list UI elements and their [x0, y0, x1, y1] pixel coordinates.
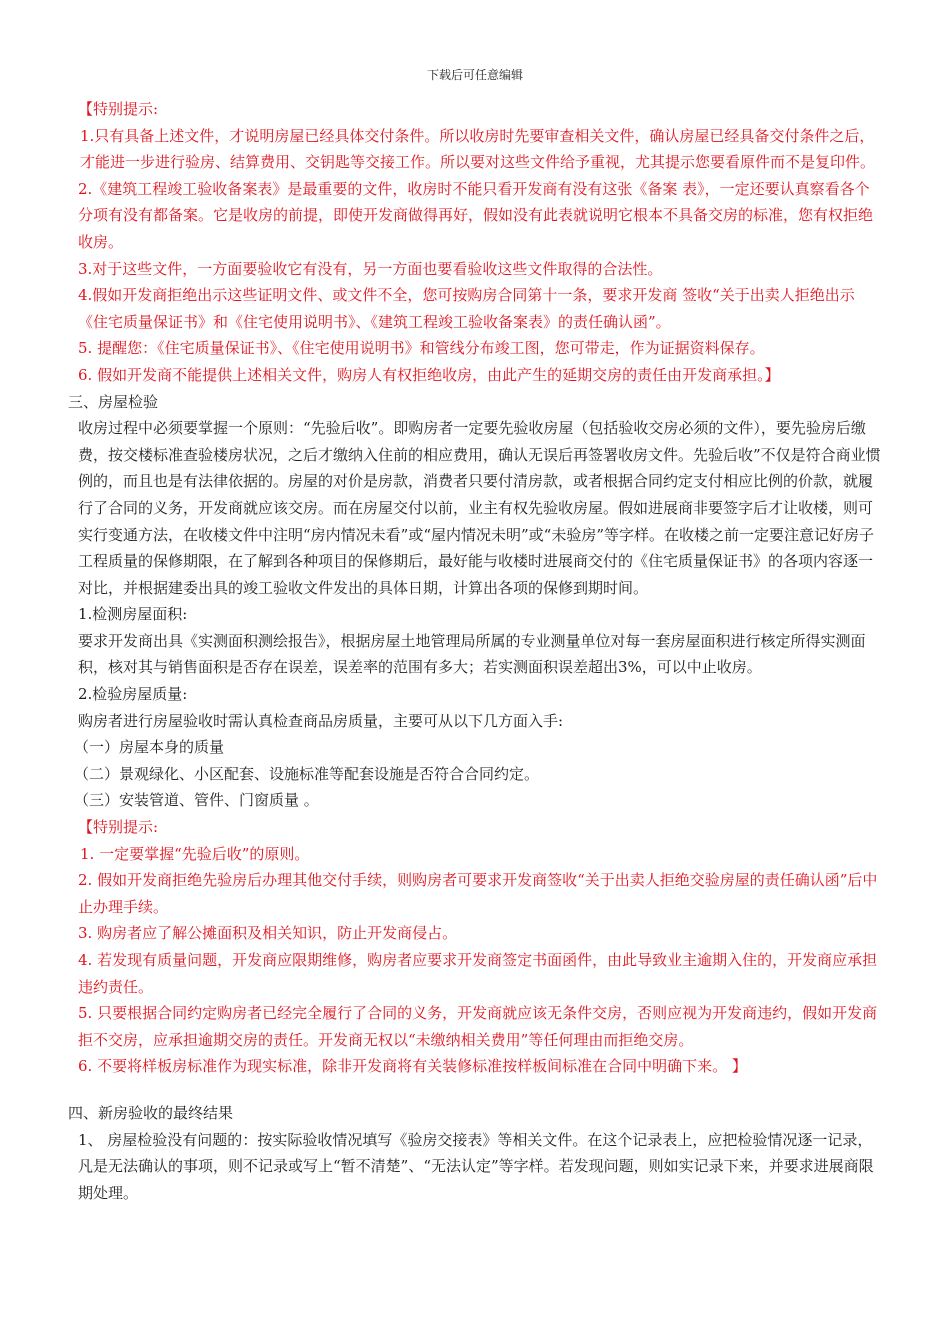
section-3-title: 三、房屋检验: [68, 392, 159, 411]
special-tip-2-item: 2. 假如开发商拒绝先验房后办理其他交付手续，则购房者可要求开发商签收“关于出卖人拒绝交验房屋的责任确认函”后中止办理手续。: [78, 871, 878, 916]
special-tip-2-item: 1. 一定要掌握“先验后收”的原则。: [80, 844, 310, 863]
special-tip-2-item: 4. 若发现有质量问题，开发商应限期维修，购房者应要求开发商签定书面函件，由此导致业主逾期入住的，开发商应承担违约责任。: [78, 951, 878, 996]
area-check-text: 要求开发商出具《实测面积测绘报告》，根据房屋土地管理局所属的专业测量单位对每一套房屋面积进行核定所得实测面积，核对其与销售面积是否存在误差，误差率的范围有多大；若实测面积误差超出3%，可以中止收房。: [78, 631, 866, 677]
special-tip-2-item: 5. 只要根据合同约定购房者已经完全履行了合同的义务，开发商就应该无条件交房，否则应视为开发商违约，假如开发商拒不交房，应承担逾期交房的责任。开发商无权以“未缴纳相关费用”等任何理由而拒绝交房。: [78, 1004, 878, 1049]
quality-check-item: （三）安装管道、管件、门窗质量 。: [74, 791, 319, 810]
quality-check-title: 2.检验房屋质量:: [78, 685, 188, 704]
special-tip-1-item: 2.《建筑工程竣工验收备案表》是最重要的文件，收房时不能只看开发商有没有这张《备案 表》，一定还要认真察看各个分项有没有都备案。它是收房的前提，即使开发商做得再好，假如没有此表就说明它根本不具备交房的标准，您有权拒绝收房。: [78, 179, 874, 251]
page-header: 下载后可任意编辑: [426, 68, 523, 82]
special-tip-2-item: 3. 购房者应了解公摊面积及相关知识，防止开发商侵占。: [78, 924, 458, 943]
section-4-title: 四、新房验收的最终结果: [68, 1103, 234, 1122]
quality-check-item: （一）房屋本身的质量: [74, 738, 225, 757]
special-tip-2-title: 【特别提示:: [78, 818, 159, 837]
special-tip-2-item: 6. 不要将样板房标准作为现实标准，除非开发商将有关装修标准按样板间标准在合同中明确下来。 】: [78, 1057, 747, 1076]
spacer: [68, 1080, 884, 1100]
document-body: [68, 96, 884, 1206]
section-4-paragraph: 1、 房屋检验没有问题的：按实际验收情况填写《验房交接表》等相关文件。在这个记录表上，应把检验情况逐一记录，凡是无法确认的事项，则不记录或写上“暂不清楚”、“无法认定”等字样。若发现问题，则如实记录下来，并要求进展商限期处理。: [78, 1130, 874, 1202]
area-check-title: 1.检测房屋面积:: [78, 605, 188, 624]
special-tip-1-item: 1.只有具备上述文件，才说明房屋已经具体交付条件。所以收房时先要审查相关文件，确认房屋已经具备交付条件之后，才能进一步进行验房、结算费用、交钥匙等交接工作。所以要对这些文件给予重视，尤其提示您要看原件而不是复印件。: [80, 126, 876, 172]
quality-check-item: （二）景观绿化、小区配套、设施标准等配套设施是否符合合同约定。: [74, 764, 540, 783]
special-tip-1-title: 【特别提示:: [78, 100, 159, 118]
special-tip-1-item: 4.假如开发商拒绝出示这些证明文件、或文件不全，您可按购房合同第十一条，要求开发商 签收“关于出卖人拒绝出示《住宅质量保证书》和《住宅使用说明书》、《建筑工程竣工验收备案表》的责任确认函”。: [78, 286, 855, 331]
special-tip-1-item: 3.对于这些文件，一方面要验收它有没有，另一方面也要看验收这些文件取得的合法性。: [78, 259, 663, 278]
section-3-paragraph: 收房过程中必须要掌握一个原则：“先验后收”。即购房者一定要先验收房屋（包括验收交房必须的文件），要先验房后缴费，按交楼标准查验楼房状况，之后才缴纳入住前的相应费用，确认无误后再签署收房文件。先验后收”不仅是符合商业惯例的，而且也是有法律依据的。房屋的对价是房款，消费者只要付清房款，或者根据合同约定支付相应比例的价款，就履行了合同的义务，开发商就应该交房。而在房屋交付以前，业主有权先验收房屋。假如进展商非要签字后才让收楼，则可实行变通方法，在收楼文件中注明“房内情况未看”或“屋内情况未明”或“未验房”等字样。在收楼之前一定要注意记好房子工程质量的保修期限，在了解到各种项目的保修期后，最好能与收楼时进展商交付的《住宅质量保证书》的各项内容逐一对比，并根据建委出具的竣工验收文件发出的具体日期，计算出各项的保修到期时间。: [78, 419, 881, 597]
quality-check-text: 购房者进行房屋验收时需认真检查商品房质量，主要可从以下几方面入手:: [78, 711, 564, 730]
special-tip-1-item: 6. 假如开发商不能提供上述相关文件，购房人有权拒绝收房，由此产生的延期交房的责任由开发商承担。】: [78, 365, 780, 384]
special-tip-1-item: 5. 提醒您：《住宅质量保证书》、《住宅使用说明书》和管线分布竣工图，您可带走，作为证据资料保存。: [78, 339, 765, 358]
